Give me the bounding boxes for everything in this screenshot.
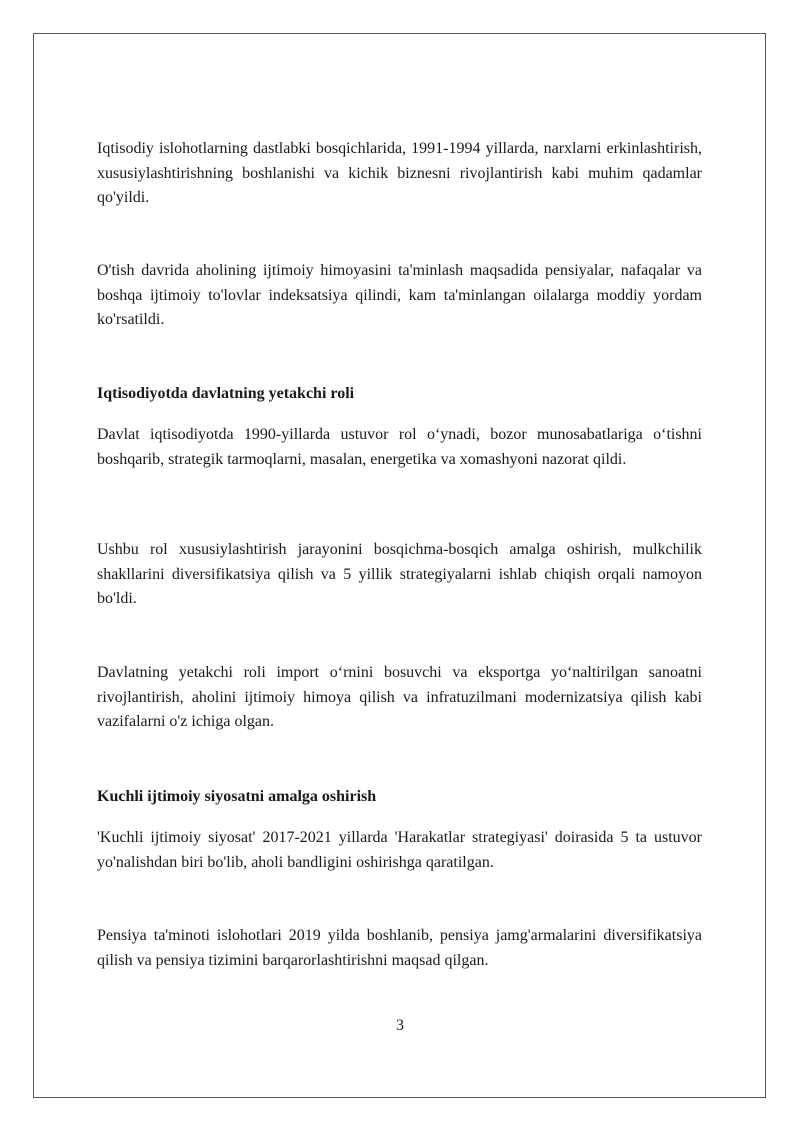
paragraph-privatization-role: Ushbu rol xususiylashtirish jarayonini bosqichma-bosqich amalga oshirish, mulkchilik shakllarini diversifikatsiya qilish va 5 yillik strategiyalarni ishlab chiqish orqali namoyon bo'ldi. <box>97 541 702 608</box>
page-number: 3 <box>396 1017 404 1034</box>
paragraph-state-role-1990s: Davlat iqtisodiyotda 1990-yillarda ustuvor rol o‘ynadi, bozor munosabatlariga o‘tishni boshqarib, strategik tarmoqlarni, masalan, energetika va xomashyoni nazorat qildi. <box>97 426 702 468</box>
heading-social-policy: Kuchli ijtimoiy siyosatni amalga oshirish <box>97 788 377 805</box>
paragraph-social-protection: O'tish davrida aholining ijtimoiy himoyasini ta'minlash maqsadida pensiyalar, nafaqalar va boshqa ijtimoiy to'lovlar indeksatsiya qilindi, kam ta'minlangan oilalarga moddiy yordam ko'rsatildi. <box>97 262 702 329</box>
paragraph-import-substitution: Davlatning yetakchi roli import o‘rnini bosuvchi va eksportga yo‘naltirilgan sanoatni rivojlantirish, aholini ijtimoiy himoya qilish va infratuzilmani modernizatsiya qilish kabi vazifalarni o'z ichiga olgan. <box>97 664 702 731</box>
paragraph-pension-reform: Pensiya ta'minoti islohotlari 2019 yilda boshlanib, pensiya jamg'armalarini diversifikatsiya qilish va pensiya tizimini barqarorlashtirishni maqsad qilgan. <box>97 927 702 969</box>
paragraph-action-strategy: 'Kuchli ijtimoiy siyosat' 2017-2021 yillarda 'Harakatlar strategiyasi' doirasida 5 ta ustuvor yo'nalishdan biri bo'lib, aholi bandligini oshirishga qaratilgan. <box>97 829 702 871</box>
paragraph-economic-reforms: Iqtisodiy islohotlarning dastlabki bosqichlarida, 1991-1994 yillarda, narxlarni erkinlashtirish, xususiylashtirishning boshlanishi va kichik biznesni rivojlantirish kabi muhim qadamlar qo'yildi. <box>97 140 702 207</box>
heading-state-leading-role: Iqtisodiyotda davlatning yetakchi roli <box>97 385 355 402</box>
